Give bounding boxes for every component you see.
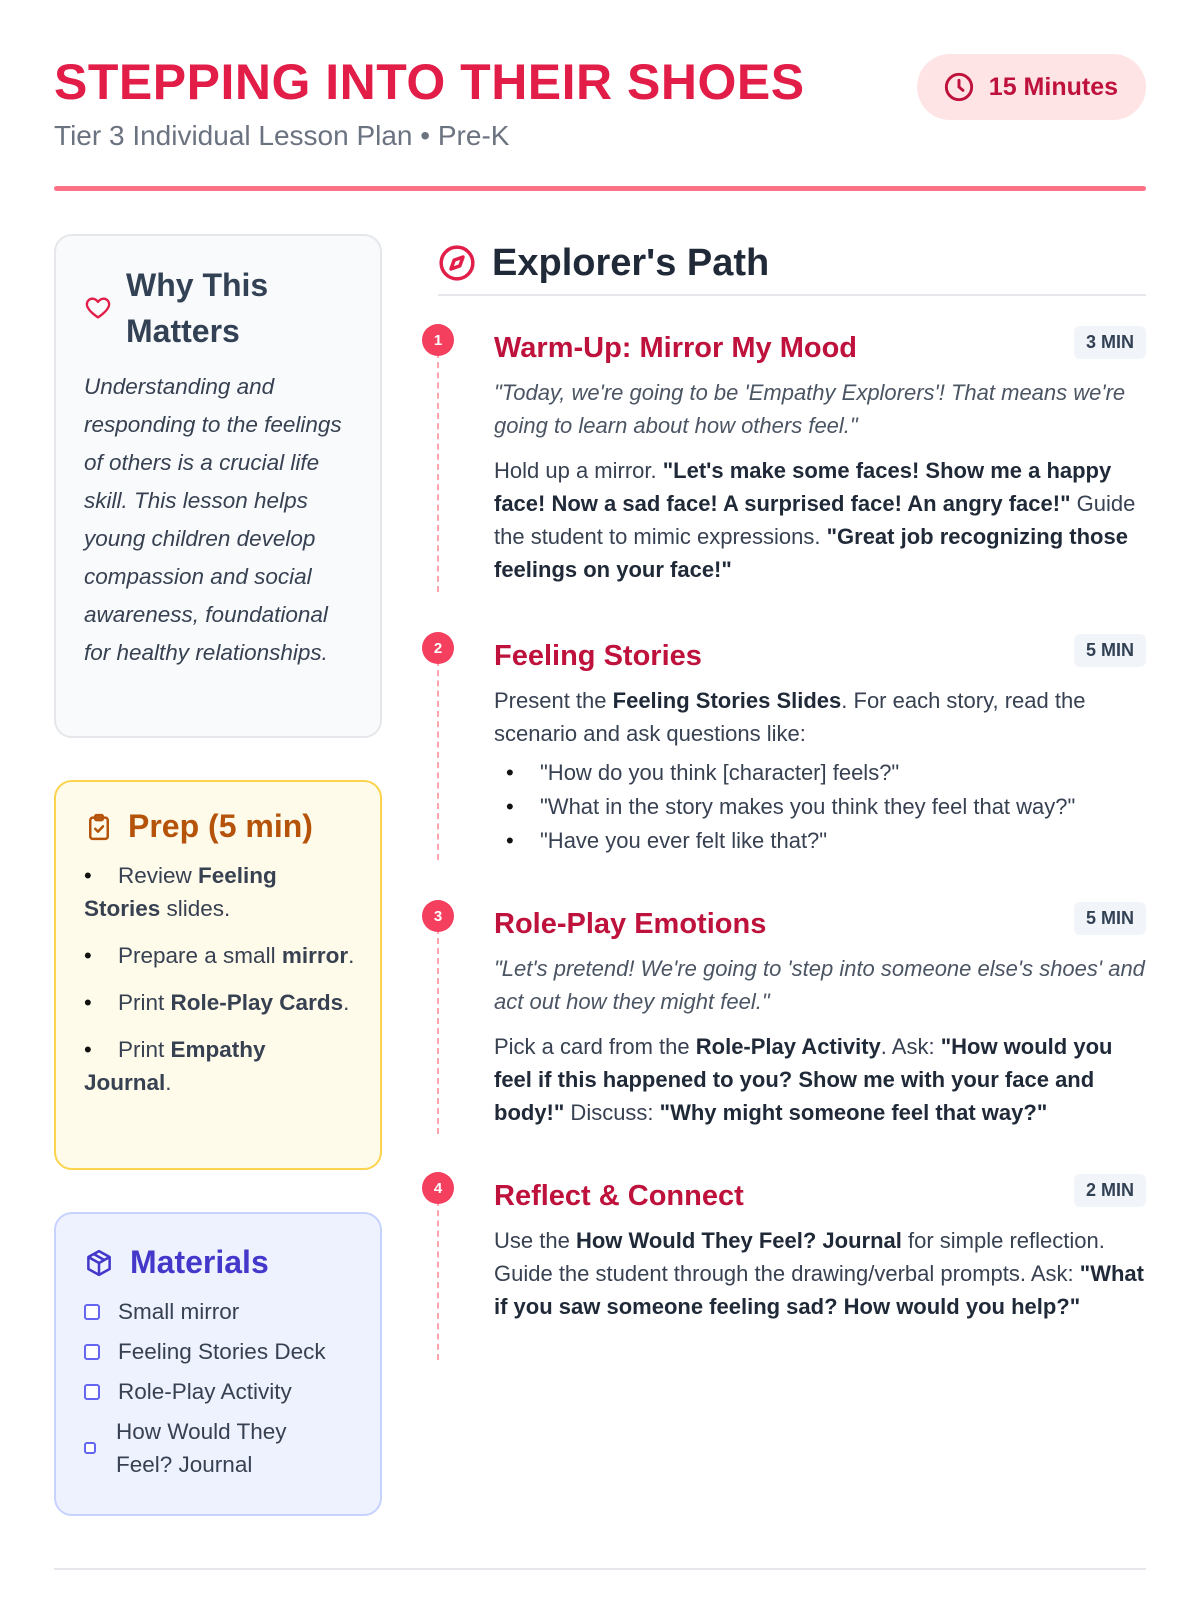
question-list — [494, 756, 1146, 858]
step-instructions: Use the How Would They Feel? Journal for simple reflection. Guide the student through the drawing/verbal prompts. Ask: "What if you saw someone feeling sad? How would you help?" — [494, 1228, 1144, 1319]
list-item: • Prepare a small mirror. — [84, 939, 358, 972]
heart-icon — [84, 294, 112, 322]
list-item: • "Have you ever felt like that?" — [506, 824, 1146, 858]
header-divider — [54, 186, 1146, 191]
step-warm-up — [494, 328, 1146, 586]
materials-item[interactable]: How Would They Feel? Journal — [84, 1415, 358, 1481]
list-item: • "How do you think [character] feels?" — [506, 756, 1146, 790]
clock-icon — [943, 71, 975, 103]
checkbox[interactable] — [84, 1304, 100, 1320]
step-instructions: Present the Feeling Stories Slides. For each story, read the scenario and ask questions like: — [494, 688, 1086, 746]
step-duration-badge: 5 MIN — [1074, 634, 1146, 667]
list-item: • Print Empathy Journal. — [84, 1033, 358, 1099]
materials-title: Materials — [130, 1244, 269, 1280]
list-item: • "What in the story makes you think they feel that way?" — [506, 790, 1146, 824]
why-card — [54, 234, 382, 738]
page-header — [54, 52, 1146, 154]
path-header — [438, 238, 1146, 296]
step-title: Feeling Stories — [494, 640, 702, 672]
prep-title: Prep (5 min) — [128, 808, 313, 844]
materials-list — [84, 1295, 358, 1481]
step-reflect — [494, 1176, 1146, 1323]
step-instructions: Hold up a mirror. "Let's make some faces! Show me a happy face! Now a sad face! A surprised face! An angry face!" Guide the student to mimic expressions. "Great job recognizing those feelings on your face!" — [494, 458, 1136, 582]
page-subtitle: Tier 3 Individual Lesson Plan • Pre-K — [54, 120, 510, 151]
materials-item[interactable]: Feeling Stories Deck — [84, 1335, 358, 1368]
step-role-play — [494, 904, 1146, 1129]
checkbox[interactable] — [84, 1344, 100, 1360]
path-title: Explorer's Path — [492, 241, 770, 284]
list-item: • Print Role-Play Cards. — [84, 986, 358, 1019]
step-title: Warm-Up: Mirror My Mood — [494, 332, 858, 364]
timeline-connector — [437, 928, 439, 1134]
step-duration-badge: 5 MIN — [1074, 902, 1146, 935]
duration-label: 15 Minutes — [988, 72, 1118, 101]
cube-icon — [84, 1248, 114, 1278]
list-item: • Review Feeling Stories slides. — [84, 859, 358, 925]
page-title: STEPPING INTO THEIR SHOES — [54, 54, 805, 110]
compass-icon — [438, 244, 476, 282]
step-feeling-stories — [494, 636, 1146, 858]
prep-card — [54, 780, 382, 1170]
prep-list — [84, 859, 358, 1099]
timeline-connector — [437, 352, 439, 592]
step-number: 3 — [422, 900, 454, 932]
materials-item[interactable]: Role-Play Activity — [84, 1375, 358, 1408]
step-title: Role-Play Emotions — [494, 908, 767, 940]
duration-badge — [917, 54, 1146, 120]
step-script-quote: "Let's pretend! We're going to 'step into someone else's shoes' and act out how they might feel." — [494, 956, 1145, 1014]
step-title: Reflect & Connect — [494, 1180, 744, 1212]
why-title: Why This Matters — [126, 267, 269, 349]
materials-card — [54, 1212, 382, 1516]
step-duration-badge: 3 MIN — [1074, 326, 1146, 359]
step-number: 2 — [422, 632, 454, 664]
step-instructions: Pick a card from the Role-Play Activity. Ask: "How would you feel if this happened to you? Show me with your face and body!" Discuss: "Why might someone feel that way?" — [494, 1034, 1113, 1125]
step-number: 1 — [422, 324, 454, 356]
step-script-quote: "Today, we're going to be 'Empathy Explorers'! That means we're going to learn about how others feel." — [494, 380, 1126, 438]
checkbox[interactable] — [84, 1384, 100, 1400]
step-duration-badge: 2 MIN — [1074, 1174, 1146, 1207]
step-number: 4 — [422, 1172, 454, 1204]
checkbox[interactable] — [84, 1442, 96, 1454]
timeline-connector — [437, 1200, 439, 1360]
clipboard-check-icon — [84, 812, 114, 842]
materials-item[interactable]: Small mirror — [84, 1295, 358, 1328]
timeline-connector — [437, 660, 439, 860]
why-text: Understanding and responding to the feelings of others is a crucial life skill. This lesson helps young children develop compassion and social awareness, foundational for healthy relationships. — [84, 374, 342, 665]
footer-divider — [54, 1568, 1146, 1570]
